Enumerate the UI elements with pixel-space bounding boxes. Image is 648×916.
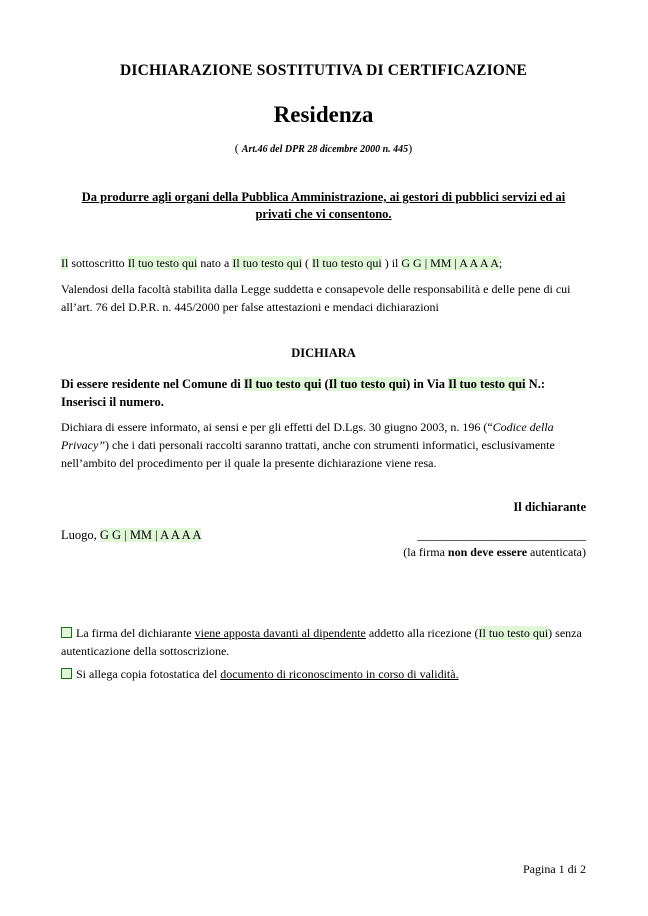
prov-field[interactable]: Il tuo testo qui [328,377,407,391]
text-nato-a: nato a [197,256,233,270]
opt2-underlined: documento di riconoscimento in corso di validità. [220,667,459,681]
document-title: DICHIARAZIONE SOSTITUTIVA DI CERTIFICAZIONE [120,62,527,79]
note-text-2: autenticata) [527,545,586,559]
text-paren-open: ( [321,377,329,391]
province-field[interactable]: Il tuo testo qui [312,256,382,270]
clerk-field[interactable]: Il tuo testo qui [478,626,549,640]
checkbox-icon[interactable] [61,668,72,679]
text-il: Il [61,256,69,270]
text-paren: ( [302,256,313,270]
text-semicolon: ; [498,256,503,270]
paren-open: ( [234,141,242,155]
law-reference [61,141,586,156]
checkbox-icon[interactable] [61,627,72,638]
via-field[interactable]: Il tuo testo qui [448,377,526,391]
signature-line[interactable]: ___________________________ [417,528,586,542]
awareness-paragraph: Valendosi della facoltà stabilita dalla Legge suddetta e consapevole delle responsabilità e delle pene di cui all’art. 76 del D.P.R. n. 445/2000 per false attestazioni e mendaci dichiarazioni [61,282,571,314]
opt1-text-2: addetto alla ricezione ( [365,626,479,640]
page-number: Pagina 1 di 2 [523,862,586,876]
text-il-date: ) il [381,256,402,270]
article-text: Art.46 del DPR 28 dicembre 2000 n. 445 [241,144,409,155]
text-numero: N.: Inserisci il numero. [61,377,545,409]
purpose-line-1: Da produrre agli organi della Pubblica Amministrazione, ai gestori di pubblici servizi ed ai [81,190,566,204]
text-sottoscritto: sottoscritto [68,256,128,270]
opt2-text-1: Si allega copia fotostatica del [76,667,221,681]
opt1-text-3: ) senza autenticazione della sottoscrizione. [61,626,582,658]
paren-close: ) [408,141,413,155]
opt1-text-1: La firma del dichiarante [76,626,195,640]
place-label: Luogo, [61,528,100,542]
comune-field[interactable]: Il tuo testo qui [243,377,322,391]
birthplace-field[interactable]: Il tuo testo qui [232,256,303,270]
text-residente: Di essere residente nel Comune di [61,377,244,391]
privacy-text-2: ) che i dati personali raccolti saranno trattati, anche con strumenti informatici, esclusivamente nell’ambito del procedimento per il quale la presente dichiarazione viene resa. [61,438,555,470]
purpose-line-2: privati che vi consentono. [255,207,392,221]
name-field[interactable]: Il tuo testo qui [127,256,198,270]
declares-heading: DICHIARA [291,346,356,360]
document-subtitle: Residenza [273,102,374,127]
declarant-paragraph [61,254,586,272]
opt1-underlined: viene apposta davanti al dipendente [194,626,366,640]
signature-note [61,545,586,560]
note-text-1: (la firma [403,545,448,559]
signature-date-field[interactable]: G G | MM | A A A A [99,528,202,542]
declarant-label: Il dichiarante [513,500,586,514]
note-bold: non deve essere [447,545,528,559]
birthdate-field[interactable]: G G | MM | A A A A [401,256,499,270]
privacy-text-1: Dichiara di essere informato, ai sensi e per gli effetti del D.Lgs. 30 giugno 2003, n. 196 (“ [61,420,493,434]
residence-paragraph [61,375,586,411]
privacy-code-name: Codice della Privacy” [61,420,554,452]
option-id-copy [61,665,586,683]
text-in-via: ) in Via [406,377,449,391]
option-signature-in-person [61,624,586,660]
purpose-statement [61,189,586,223]
place-date-row [61,528,586,543]
privacy-paragraph [61,418,586,472]
